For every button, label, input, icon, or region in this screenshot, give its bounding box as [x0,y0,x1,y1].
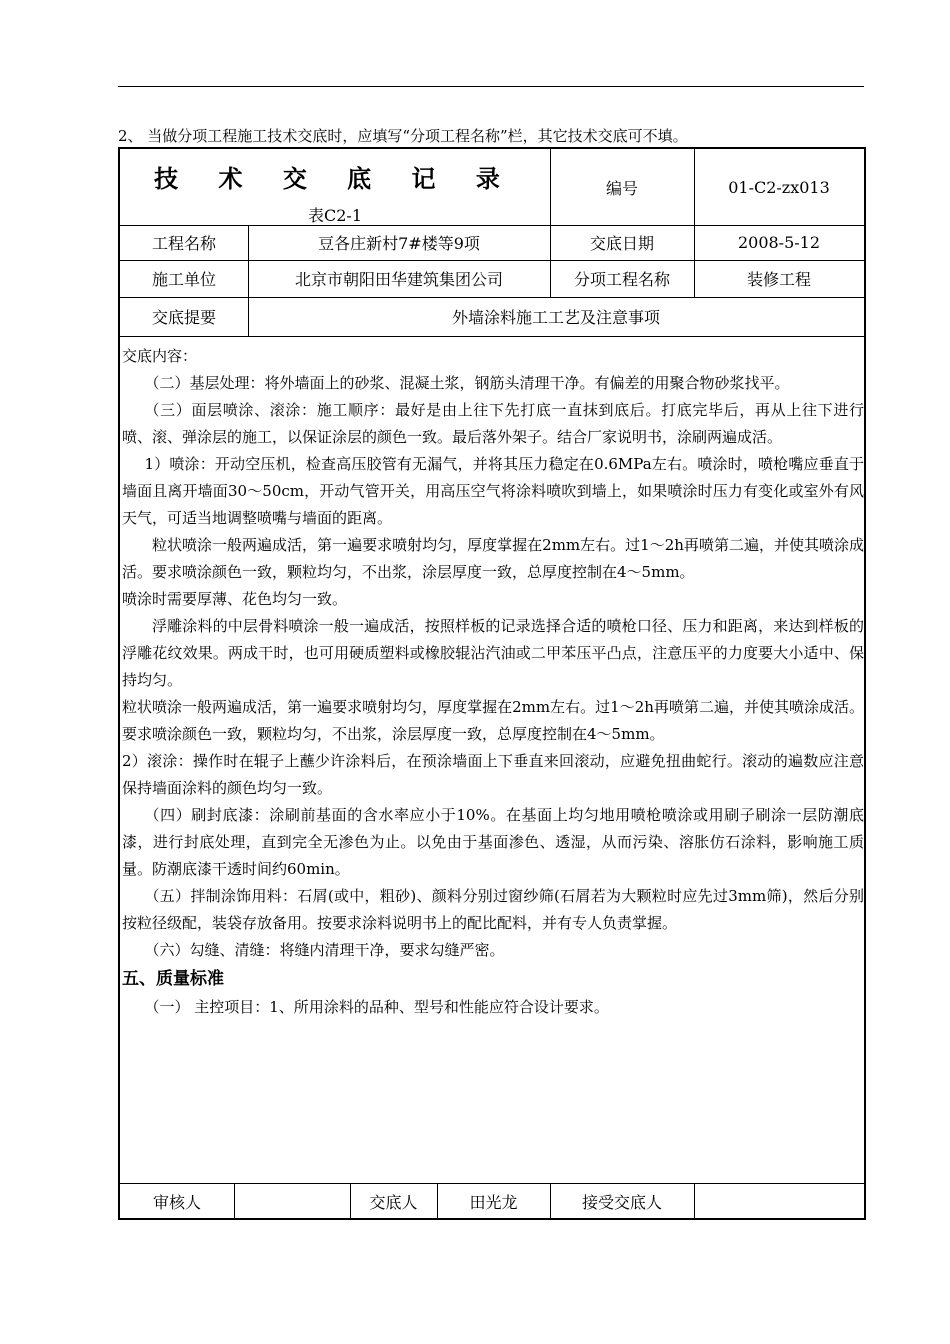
unit-label: 施工单位 [151,270,216,289]
top-rule [118,86,864,87]
date-value: 2008-5-12 [737,233,821,252]
summary-value: 外墙涂料施工工艺及注意事项 [451,308,660,327]
content-heading: 交底内容： [122,347,198,365]
paragraph: （六）勾缝、清缝：将缝内清理干净，要求勾缝严密。 [144,941,505,959]
receiver-label: 接受交底人 [581,1193,662,1212]
paragraph: 浮雕涂料的中层骨料喷涂一般一遍成活，按照样板的记录选择合适的喷枪口径、压力和距离，来达到样板的浮雕花纹效果。两成干时，也可用硬质塑料或橡胶辊沾汽油或二甲苯压平凸点，注意压平的力度要大小适中、保持均匀。 [122,617,864,689]
paragraph: （二）基层处理：将外墙面上的砂浆、混凝土浆，钢筋头清理干净。有偏差的用聚合物砂浆找平。 [144,374,790,392]
paragraph: （一） 主控项目：1、所用涂料的品种、型号和性能应符合设计要求。 [144,998,609,1016]
paragraph: （五）拌制涂饰用料：石屑(或中，粗砂)、颜料分别过窗纱筛(石屑若为大颗粒时应先过3mm筛)，然后分别按粒径级配，装袋存放备用。按要求涂料说明书上的配比配料，并有专人负责掌握。 [122,887,864,932]
paragraph: 粒状喷涂一般两遍成活，第一遍要求喷射均匀，厚度掌握在2mm左右。过1～2h再喷第二遍，并使其喷涂成活。要求喷涂颜色一致，颗粒均匀，不出浆，涂层厚度一致，总厚度控制在4～5mm。 [122,698,864,743]
date-label: 交底日期 [589,234,654,253]
unit-value: 北京市朝阳田华建筑集团公司 [294,270,503,289]
paragraph: （三）面层喷涂、滚涂：施工顺序：最好是由上往下先打底一直抹到底后。打底完毕后，再从上往下进行喷、滚、弹涂层的施工，以保证涂层的颜色一致。最后落外架子。结合厂家说明书，涂刷两遍成活。 [122,401,864,446]
row-divider [120,336,864,337]
paragraph: 1）喷涂：开动空压机，检查高压胶管有无漏气，并将其压力稳定在0.6MPa左右。喷涂时，喷枪嘴应垂直于墙面且离开墙面30～50cm，开动气管开关，用高压空气将涂料喷吹到墙上，如果喷涂时压力有变化或室外有风天气，可适当地调整喷嘴与墙面的距离。 [122,455,864,527]
summary-label: 交底提要 [151,308,216,327]
project-name-label: 工程名称 [151,234,216,253]
disclosure-form [118,147,866,1220]
number-value: 01-C2-zx013 [728,177,830,197]
reviewer-label: 审核人 [152,1193,201,1212]
section-heading: 五、质量标准 [122,969,224,989]
subproject-label: 分项工程名称 [573,270,670,289]
form-number: 表C2-1 [307,206,362,225]
paragraph: 2）滚涂：操作时在辊子上蘸少许涂料后，在预涂墙面上下垂直来回滚动，应避免扭曲蛇行。滚动的遍数应注意保持墙面涂料的颜色均匀一致。 [122,752,864,797]
subproject-value: 装修工程 [746,270,811,289]
instruction-note: 2、 当做分项工程施工技术交底时，应填写“分项工程名称”栏，其它技术交底可不填。 [118,127,688,145]
reviewer-value [234,1183,350,1220]
disclosure-content [122,343,864,1021]
form-title: 技 术 交 底 记 录 [154,164,516,193]
paragraph: 粒状喷涂一般两遍成活，第一遍要求喷射均匀，厚度掌握在2mm左右。过1～2h再喷第二遍，并使其喷涂成活。要求喷涂颜色一致，颗粒均匀，不出浆，涂层厚度一致，总厚度控制在4～5mm。 [122,536,864,581]
receiver-value [694,1183,864,1220]
project-name-value: 豆各庄新村7#楼等9项 [318,234,480,253]
discloser-value: 田光龙 [469,1193,518,1212]
paragraph: （四）刷封底漆：涂刷前基面的含水率应小于10%。在基面上均匀地用喷枪喷涂或用刷子刷涂一层防潮底漆，进行封底处理，直到完全无渗色为止。以免由于基面渗色、透湿，从而污染、溶胀仿石涂料，影响施工质量。防潮底漆干透时间约60min。 [122,806,864,878]
paragraph: 喷涂时需要厚薄、花色均匀一致。 [122,590,348,608]
discloser-label: 交底人 [369,1193,418,1212]
number-label: 编号 [605,178,638,198]
